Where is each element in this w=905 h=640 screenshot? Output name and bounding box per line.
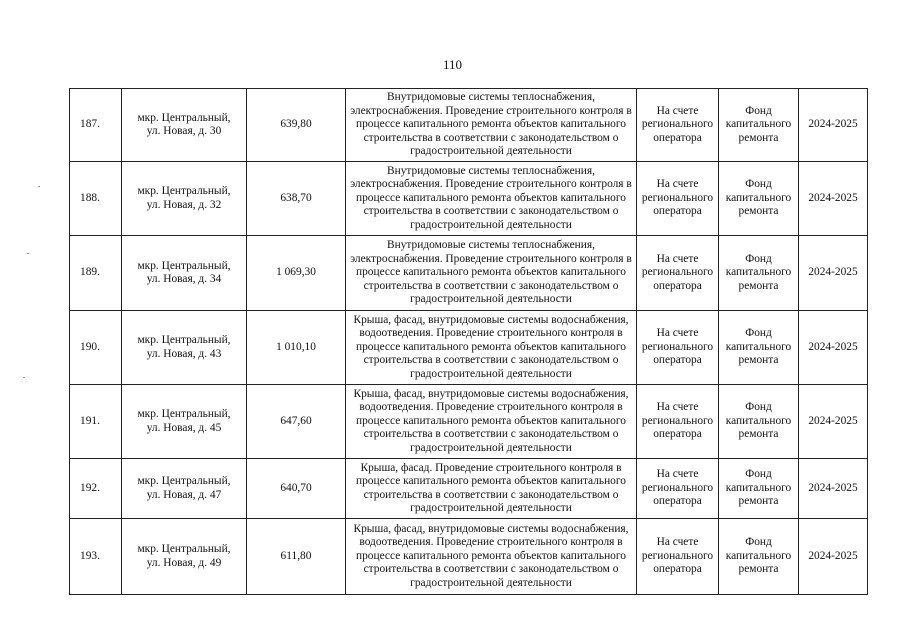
- works-cell: Крыша, фасад, внутридомовые системы водоснабжения, водоотведения. Проведение строительного контроля в процессе капитального ремонта объектов капитального строительства в соответствии с законодательством о градостроительной деятельности: [346, 519, 637, 595]
- scan-speck: [38, 186, 40, 187]
- table-row: [70, 459, 868, 519]
- table-row: [70, 519, 868, 595]
- fund-cell: Фонд капитального ремонта: [719, 519, 799, 595]
- period-cell: 2024-2025: [799, 519, 868, 595]
- works-cell: Крыша, фасад. Проведение строительного контроля в процессе капитального ремонта объектов капитального строительства в соответствии с законодательством о градостроительной деятельности: [346, 459, 637, 519]
- period-cell: 2024-2025: [799, 385, 868, 459]
- page-number: 110: [442, 57, 463, 72]
- works-cell: Внутридомовые системы теплоснабжения, электроснабжения. Проведение строительного контроля в процессе капитального ремонта объектов капитального строительства в соответствии с законодательством о градостроительной деятельности: [346, 89, 637, 162]
- period-cell: 2024-2025: [799, 162, 868, 236]
- address-cell: мкр. Центральный, ул. Новая, д. 45: [122, 385, 247, 459]
- row-number: 191.: [70, 385, 122, 459]
- area-cell: 640,70: [247, 459, 346, 519]
- address-cell: мкр. Центральный, ул. Новая, д. 34: [122, 236, 247, 311]
- fund-cell: Фонд капитального ремонта: [719, 89, 799, 162]
- row-number: 190.: [70, 311, 122, 385]
- account-cell: На счете регионального оператора: [637, 311, 719, 385]
- row-number: 189.: [70, 236, 122, 311]
- table-row: [70, 385, 868, 459]
- period-cell: 2024-2025: [799, 459, 868, 519]
- account-cell: На счете регионального оператора: [637, 89, 719, 162]
- scan-speck: [23, 377, 25, 378]
- row-number: 187.: [70, 89, 122, 162]
- account-cell: На счете регионального оператора: [637, 519, 719, 595]
- period-cell: 2024-2025: [799, 89, 868, 162]
- period-cell: 2024-2025: [799, 236, 868, 311]
- row-number: 188.: [70, 162, 122, 236]
- repair-registry-table: [69, 88, 868, 595]
- table-row: [70, 162, 868, 236]
- address-cell: мкр. Центральный, ул. Новая, д. 30: [122, 89, 247, 162]
- address-cell: мкр. Центральный, ул. Новая, д. 49: [122, 519, 247, 595]
- scan-speck: [27, 253, 29, 254]
- account-cell: На счете регионального оператора: [637, 162, 719, 236]
- works-cell: Внутридомовые системы теплоснабжения, электроснабжения. Проведение строительного контроля в процессе капитального ремонта объектов капитального строительства в соответствии с законодательством о градостроительной деятельности: [346, 236, 637, 311]
- account-cell: На счете регионального оператора: [637, 385, 719, 459]
- works-cell: Крыша, фасад, внутридомовые системы водоснабжения, водоотведения. Проведение строительного контроля в процессе капитального ремонта объектов капитального строительства в соответствии с законодательством о градостроительной деятельности: [346, 385, 637, 459]
- area-cell: 647,60: [247, 385, 346, 459]
- area-cell: 638,70: [247, 162, 346, 236]
- row-number: 192.: [70, 459, 122, 519]
- fund-cell: Фонд капитального ремонта: [719, 236, 799, 311]
- area-cell: 1 069,30: [247, 236, 346, 311]
- table-row: [70, 89, 868, 162]
- table-row: [70, 236, 868, 311]
- area-cell: 1 010,10: [247, 311, 346, 385]
- area-cell: 639,80: [247, 89, 346, 162]
- address-cell: мкр. Центральный, ул. Новая, д. 47: [122, 459, 247, 519]
- works-cell: Внутридомовые системы теплоснабжения, электроснабжения. Проведение строительного контроля в процессе капитального ремонта объектов капитального строительства в соответствии с законодательством о градостроительной деятельности: [346, 162, 637, 236]
- address-cell: мкр. Центральный, ул. Новая, д. 32: [122, 162, 247, 236]
- area-cell: 611,80: [247, 519, 346, 595]
- account-cell: На счете регионального оператора: [637, 236, 719, 311]
- fund-cell: Фонд капитального ремонта: [719, 162, 799, 236]
- fund-cell: Фонд капитального ремонта: [719, 385, 799, 459]
- row-number: 193.: [70, 519, 122, 595]
- works-cell: Крыша, фасад, внутридомовые системы водоснабжения, водоотведения. Проведение строительного контроля в процессе капитального ремонта объектов капитального строительства в соответствии с законодательством о градостроительной деятельности: [346, 311, 637, 385]
- fund-cell: Фонд капитального ремонта: [719, 311, 799, 385]
- account-cell: На счете регионального оператора: [637, 459, 719, 519]
- address-cell: мкр. Центральный, ул. Новая, д. 43: [122, 311, 247, 385]
- table-row: [70, 311, 868, 385]
- period-cell: 2024-2025: [799, 311, 868, 385]
- fund-cell: Фонд капитального ремонта: [719, 459, 799, 519]
